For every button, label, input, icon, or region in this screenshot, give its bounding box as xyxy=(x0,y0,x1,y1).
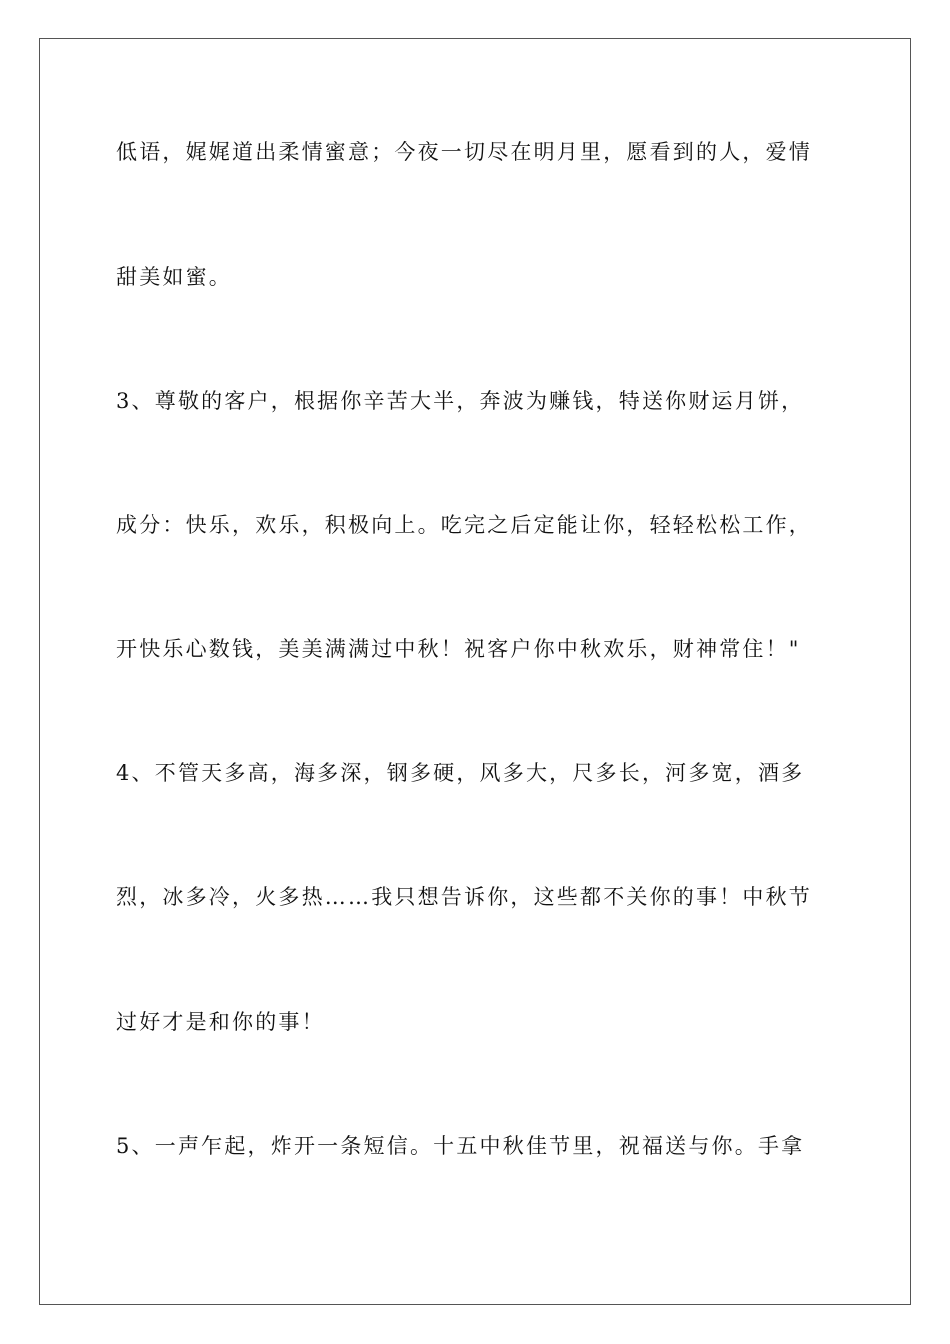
text-line-1: 低语，娓娓道出柔情蜜意；今夜一切尽在明月里，愿看到的人，爱情 xyxy=(116,140,812,164)
text-line-3: 3、尊敬的客户，根据你辛苦大半，奔波为赚钱，特送你财运月饼， xyxy=(116,389,805,413)
text-line-4: 成分：快乐，欢乐，积极向上。吃完之后定能让你，轻轻松松工作， xyxy=(116,513,812,537)
text-line-2: 甜美如蜜。 xyxy=(116,265,232,289)
text-line-6: 4、不管天多高，海多深，钢多硬，风多大，尺多长，河多宽，酒多 xyxy=(116,761,805,785)
text-line-8: 过好才是和你的事！ xyxy=(116,1010,325,1034)
text-line-7: 烈，冰多冷，火多热……我只想告诉你，这些都不关你的事！中秋节 xyxy=(116,885,812,909)
text-line-5: 开快乐心数钱，美美满满过中秋！祝客户你中秋欢乐，财神常住！" xyxy=(116,637,801,661)
page-frame xyxy=(39,38,911,1305)
text-line-9: 5、一声乍起，炸开一条短信。十五中秋佳节里，祝福送与你。手拿 xyxy=(116,1134,805,1158)
